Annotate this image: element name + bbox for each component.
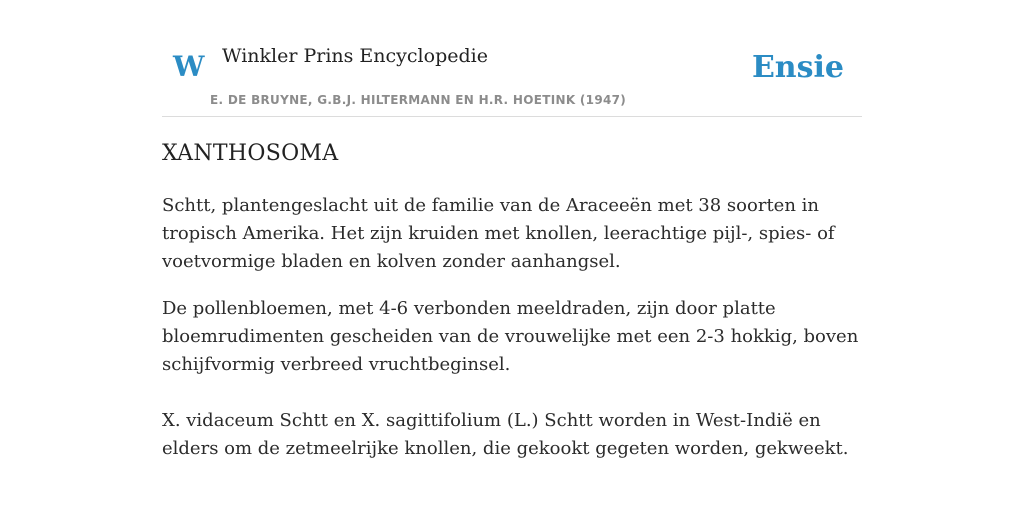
- publication-authors: E. DE BRUYNE, G.B.J. HILTERMANN EN H.R. HOETINK (1947): [210, 93, 627, 107]
- brand-logo-link[interactable]: Ensie: [751, 50, 844, 85]
- publication-logo[interactable]: W: [173, 50, 205, 83]
- article-headword: XANTHOSOMA: [162, 141, 339, 166]
- header: [162, 0, 862, 117]
- article-paragraph: De pollenbloemen, met 4-6 verbonden meeldraden, zijn door platte bloemrudimenten gescheiden van de vrouwelijke met een 2-3 hokkig, boven schijfvormig verbreed vruchtbeginsel.: [162, 298, 859, 375]
- article-paragraph: X. vidaceum Schtt en X. sagittifolium (L.) Schtt worden in West-Indië en elders om de zetmeelrijke knollen, die gekookt gegeten worden, gekweekt.: [162, 410, 849, 459]
- article-paragraph: Schtt, plantengeslacht uit de familie van de Araceeën met 38 soorten in tropisch Amerika. Het zijn kruiden met knollen, leerachtige pijl-, spies- of voetvormige bladen en kolven zonder aanhangsel.: [162, 195, 835, 272]
- publication-title[interactable]: Winkler Prins Encyclopedie: [222, 45, 488, 67]
